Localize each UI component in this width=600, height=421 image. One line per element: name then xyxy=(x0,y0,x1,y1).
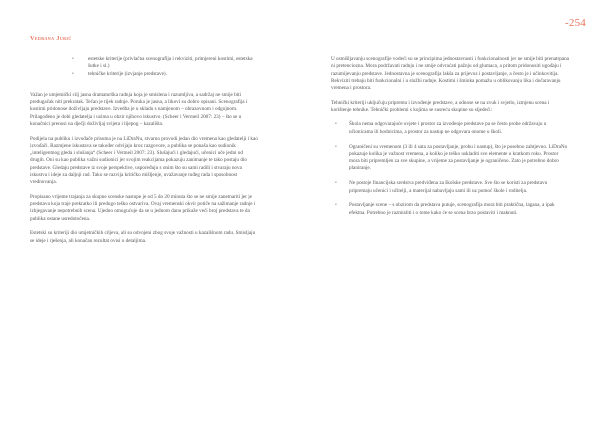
paragraph: Važan je umjetnički cilj jasna dramaturška radnja koja je smislena i razumljiva, a sadržaj ne smije biti predugačak niti prekratak. Tečan je tijek radnje. Poruka je jasna, a likovi su dobro opisani. Scenografija i kostimi pridonose doživljaju predstave. Izvedba je u skladu s namjenom – obrazovnom i odgojnom. Prilagođeno je dobi gledatelja i uzima u obzir njihovo iskustvo. (Scheer i Vermeil 2007: 23) – što se u konačnici prenosi na dječji doživljaj svijeta i lijepog – kazališta. xyxy=(30,91,248,128)
list-item: • Škola nema odgovarajuće uvjete i prostor za izvođenje predstave pa se često probe održavaju u učionicama ili hodnicima, a prostor za nastup ne odgovara onome u školi. xyxy=(335,121,569,136)
right-column xyxy=(331,56,569,224)
left-column xyxy=(30,56,258,252)
list-item: • Ograničeni su vremenom (3 ili 4 sata za postavljanje, probu i nastup), što je posebno zahtjevno. LiDraNo pokazuje kolika je važnost vremena, a koliko je teško uskladiti sve elemente u kratkom roku. Prostor mora biti pripremljen za sve skupine, a vrijeme za postavljanje je ograničeno. Zato je potrebno dobro planiranje. xyxy=(335,144,569,173)
list-item: • Postavljanje scene – s obzirom da predstava putuje, scenografija mora biti praktična, lagana, a ipak efektna. Potrebno je razmisliti i o tome kako će se scena brzo postaviti i maknuti. xyxy=(335,202,569,217)
left-bullet-list xyxy=(30,56,258,78)
list-item: • tehničke kriterije (izvjanje predstave). xyxy=(72,71,258,78)
right-bullet-list xyxy=(331,121,569,216)
paragraph: Tehnički kriteriji uključuju pripremu i izvođenje predstave, a odnose se na zvuk i svjetlo, izmjenu scena i korištenje tehnike. Tehnički problemi s kojima se susreću skupine su sljedeći: xyxy=(331,99,550,113)
page-number: -254 xyxy=(565,17,586,29)
list-item: • Ne postoje financijska sredstva predviđena za školske predstave. Sve što se koristi za predstavu pripremaju učenici i učitelji, a materijal nabavljaju sami ili uz pomoć škole i roditelja. xyxy=(335,180,569,195)
paragraph: Propisano vrijeme trajanja za skupne scenske nastupe je od 5 do 20 minuta što se ne smije zanemariti jer je predstava koja traje prekratko ili predugo teško ostvariva. Ovaj vremenski okvir potiče na sažimanje radnje i izbjegavanje nepotrebnih scena. Ujedno omogućuje da se u jednom danu prikaže veći broj predstava te da publika ostane usredotočena. xyxy=(30,193,256,222)
paragraph: Podijela na publiku i izvođače prisutna je na LiDraNu, stvarno provodi jedan dio vremena kao gledatelji i kao izvođači. Razmjene iskustava se također odvijaju kroz razgovore, a publika se ponaša kao sudionik „inteligentnog gleda i slušanja“ (Scheer i Vermeil 2007: 23). Slušajući i gledajući, učenici uče jedni od drugih. Oni su kao publika važni sudionici jer svojim reakcijama pokazuju zanimanje te tako postaju dio predstave. Gledaju predstave iz svoje perspektive, uspoređuju s onim što su sami radili i stvaraju nova iskustva i ideje za daljnji rad. Tako se razvija kritičko mišljenje, uvažavanje tuđeg rada i sposobnost vrednovanja. xyxy=(30,135,258,186)
list-item: • estetske kriterije (privlačna scenografija i rekviziti, primjereni kostimi, estetska šutke i sl.) xyxy=(72,56,258,71)
author-name: Vedrana Jurić xyxy=(30,35,72,42)
paragraph: U osmišljavanju scenografije vodeći su se principima jednostavnosti i funkcionalnosti jer ne smije biti prenatrpana ni pretenciozna. Mora podržavati radnju i ne smije odvraćati pažnju od glumaca, a pritom pridonositi ugođaju i razumijevanju predstave. Jednostavna je scenografija lakša za prijevoz i postavljanje, a često je i učinkovitija. Rekviziti trebaju biti funkcionalni i u službi radnje. Kostimi i šminka pomažu u oblikovanju lika i dočaravanju vremena i prostora. xyxy=(331,56,569,92)
paragraph: Estetski su kriteriji dio umjetničkih ciljeva, ali su odvojeni zbog svoje važnosti u kazališnom radu. Smisljaju se ideje i rješenja, ali konačan rezultat ovisi o detaljima. xyxy=(30,230,256,244)
